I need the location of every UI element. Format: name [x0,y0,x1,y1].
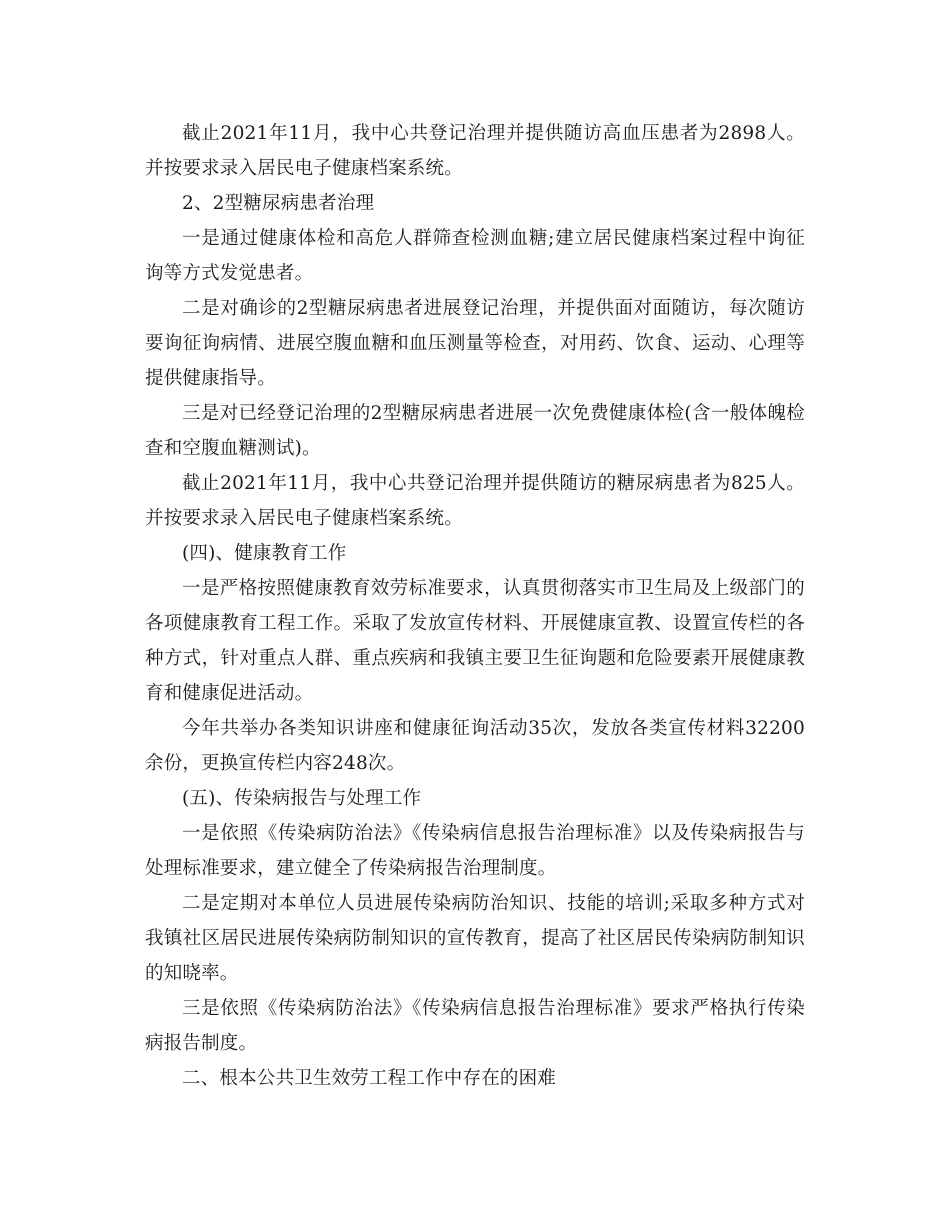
paragraph-diabetes-followup: 二是对确诊的2型糖尿病患者进展登记治理，并提供面对面随访，每次随访要询征询病情、进展空腹血糖和血压测量等检查，对用药、饮食、运动、心理等提供健康指导。 [145,298,805,389]
document-body [145,116,805,1096]
heading-infectious-disease: (五)、传染病报告与处理工作 [182,788,422,809]
paragraph-infectious-training: 二是定期对本单位人员进展传染病防治知识、技能的培训;采取多种方式对我镇社区居民进展传染病防制知识的宣传教育，提高了社区居民传染病防制知识的知晓率。 [145,893,805,984]
paragraph-health-education-stats: 今年共举办各类知识讲座和健康征询活动35次，发放各类宣传材料32200余份，更换宣传栏内容248次。 [145,718,805,774]
paragraph-diabetes-checkup: 三是对已经登记治理的2型糖尿病患者进展一次免费健康体检(含一般体魄检查和空腹血糖测试)。 [145,403,805,459]
paragraph-infectious-reporting-system: 一是依照《传染病防治法》《传染病信息报告治理标准》以及传染病报告与处理标准要求，建立健全了传染病报告治理制度。 [145,823,805,879]
paragraph-hypertension-summary: 截止2021年11月，我中心共登记治理并提供随访高血压患者为2898人。并按要求录入居民电子健康档案系统。 [145,123,805,179]
paragraph-health-education-work: 一是严格按照健康教育效劳标准要求，认真贯彻落实市卫生局及上级部门的各项健康教育工程工作。采取了发放宣传材料、开展健康宣教、设置宣传栏的各种方式，针对重点人群、重点疾病和我镇主要卫生征询题和危险要素开展健康教育和健康促进活动。 [145,578,805,704]
paragraph-diabetes-summary: 截止2021年11月，我中心共登记治理并提供随访的糖尿病患者为825人。并按要求录入居民电子健康档案系统。 [145,473,805,529]
heading-health-education: (四)、健康教育工作 [182,543,347,564]
paragraph-infectious-reporting-execution: 三是依照《传染病防治法》《传染病信息报告治理标准》要求严格执行传染病报告制度。 [145,998,805,1054]
heading-difficulties: 二、根本公共卫生效劳工程工作中存在的困难 [182,1068,557,1089]
paragraph-diabetes-screening: 一是通过健康体检和高危人群筛查检测血糖;建立居民健康档案过程中询征询等方式发觉患者。 [145,228,805,284]
heading-diabetes-management: 2、2型糖尿病患者治理 [182,193,375,214]
